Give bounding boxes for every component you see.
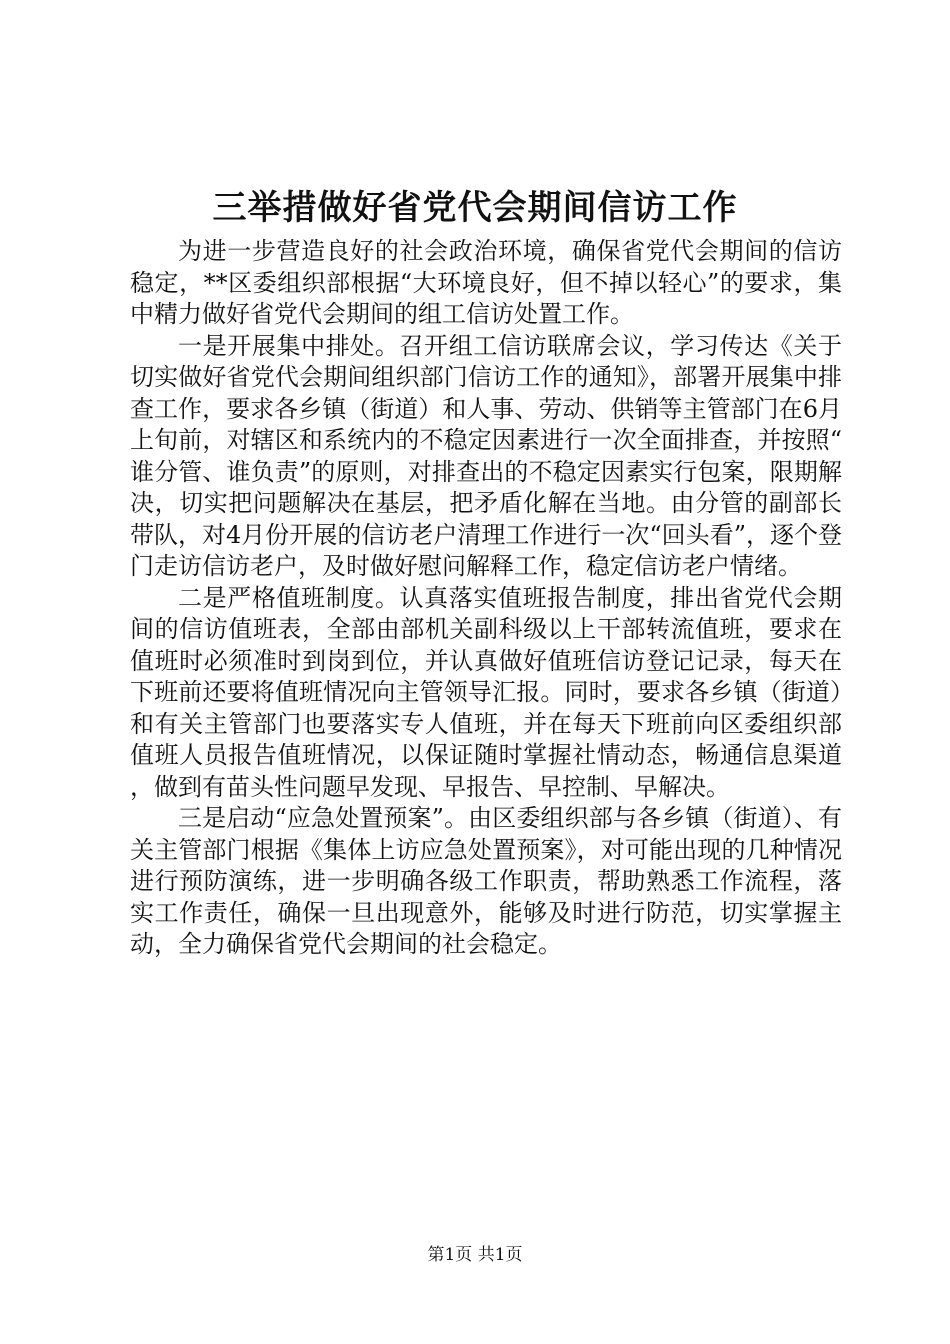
paragraph-measure-one: 一是开展集中排处。召开组工信访联席会议，学习传达《关于切实做好省党代会期间组织部门信访工作的通知》，部署开展集中排查工作，要求各乡镇（街道）和人事、劳动、供销等主管部门在6月上旬前，对辖区和系统内的不稳定因素进行一次全面排查，并按照“谁分管、谁负责”的原则，对排查出的不稳定因素实行包案，限期解决，切实把问题解决在基层，把矛盾化解在当地。由分管的副部长带队，对4月份开展的信访老户清理工作进行一次“回头看”，逐个登门走访信访老户，及时做好慰问解释工作，稳定信访老户情绪。 [130,331,842,580]
document-title: 三举措做好省党代会期间信访工作 [212,188,738,228]
paragraph-measure-two: 二是严格值班制度。认真落实值班报告制度，排出省党代会期间的信访值班表，全部由部机关副科级以上干部转流值班，要求在值班时必须准时到岗到位，并认真做好值班信访登记记录，每天在下班前还要将值班情况向主管领导汇报。同时，要求各乡镇（街道）和有关主管部门也要落实专人值班，并在每天下班前向区委组织部值班人员报告值班情况，以保证随时掌握社情动态，畅通信息渠道，做到有苗头性问题早发现、早报告、早控制、早解决。 [130,583,842,801]
paragraph-intro: 为进一步营造良好的社会政治环境，确保省党代会期间的信访稳定，**区委组织部根据“大环境良好，但不掉以轻心”的要求，集中精力做好省党代会期间的组工信访处置工作。 [130,237,842,328]
document-body [130,236,842,961]
page-number-footer: 第1页 共1页 [427,1245,523,1265]
paragraph-measure-three: 三是启动“应急处置预案”。由区委组织部与各乡镇（街道）、有关主管部门根据《集体上访应急处置预案》，对可能出现的几种情况进行预防演练，进一步明确各级工作职责，帮助熟悉工作流程，落实工作责任，确保一旦出现意外，能够及时进行防范，切实掌握主动，全力确保省党代会期间的社会稳定。 [130,804,842,958]
